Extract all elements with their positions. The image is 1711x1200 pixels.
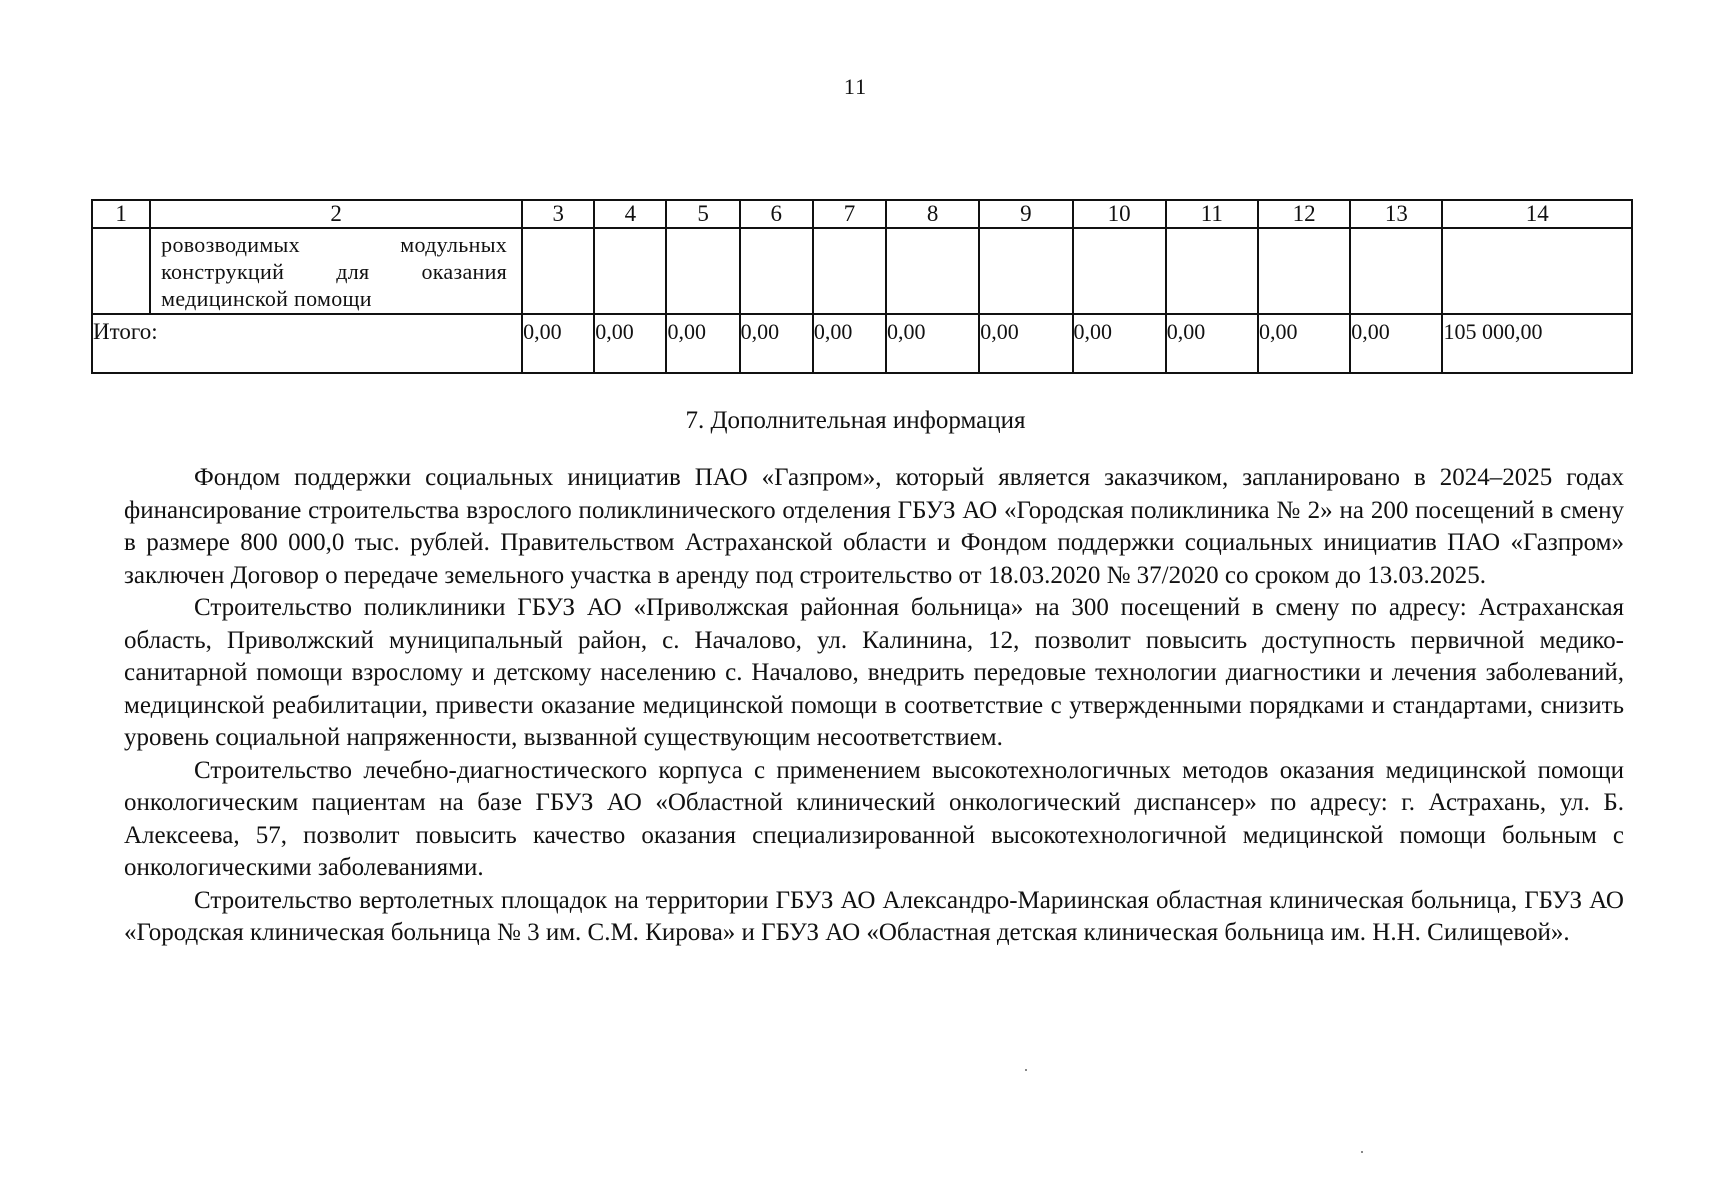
scan-speck	[1361, 1151, 1363, 1153]
paragraph: Строительство поликлиники ГБУЗ АО «Приволжская районная больница» на 300 посещений в смену по адресу: Астраханская область, Приволжский муниципальный район, с. Началово, ул. Калинина, 12, позволит повысить доступность первичной медико-санитарной помощи взрослому и детскому населению с. Началово, внедрить передовые технологии диагностики и лечения заболеваний, медицинской реабилитации, привести оказание медицинской помощи в соответствие с утвержденными порядками и стандартами, снизить уровень социальной напряженности, вызванной существующим несоответствием.	[124, 594, 1624, 751]
total-value: 0,00	[666, 314, 739, 373]
table-row	[92, 228, 1632, 314]
table-cell	[594, 228, 666, 314]
column-number: 3	[522, 200, 594, 228]
column-number: 7	[813, 200, 886, 228]
column-number: 4	[594, 200, 666, 228]
total-value: 0,00	[522, 314, 594, 373]
table-cell	[1258, 228, 1350, 314]
table-cell	[1073, 228, 1166, 314]
total-value: 0,00	[1258, 314, 1350, 373]
table-cell	[150, 228, 522, 314]
table-cell	[979, 228, 1072, 314]
section-body	[124, 462, 1624, 950]
column-number: 6	[740, 200, 813, 228]
column-number: 2	[150, 200, 522, 228]
section-heading: 7. Дополнительная информация	[685, 407, 1026, 434]
column-number: 1	[92, 200, 150, 228]
table-header-row	[92, 200, 1632, 228]
column-number: 12	[1258, 200, 1350, 228]
paragraph: Строительство лечебно-диагностического корпуса с применением высокотехнологичных методов оказания медицинской помощи онкологическим пациентам на базе ГБУЗ АО «Областной клинический онкологический диспансер» по адресу: г. Астрахань, ул. Б. Алексеева, 57, позволит повысить качество оказания специализированной высокотехнологичной медицинской помощи больным с онкологическими заболеваниями.	[124, 756, 1624, 881]
table-cell	[1350, 228, 1442, 314]
total-value: 0,00	[1166, 314, 1258, 373]
column-number: 13	[1350, 200, 1442, 228]
page-number: 11	[843, 74, 868, 99]
column-number: 11	[1166, 200, 1258, 228]
column-number: 10	[1073, 200, 1166, 228]
budget-table	[91, 199, 1633, 374]
scan-speck	[1025, 1069, 1027, 1071]
total-value: 0,00	[979, 314, 1072, 373]
column-number: 9	[979, 200, 1072, 228]
table-cell	[813, 228, 886, 314]
total-value: 0,00	[886, 314, 979, 373]
column-number: 14	[1442, 200, 1632, 228]
total-value: 0,00	[1073, 314, 1166, 373]
table-cell	[666, 228, 739, 314]
paragraph: Фондом поддержки социальных инициатив ПАО «Газпром», который является заказчиком, запланировано в 2024–2025 годах финансирование строительства взрослого поликлинического отделения ГБУЗ АО «Городская поликлиника № 2» на 200 посещений в смену в размере 800 000,0 тыс. рублей. Правительством Астраханской области и Фондом поддержки социальных инициатив ПАО «Газпром» заключен Договор о передаче земельного участка в аренду под строительство от 18.03.2020 № 37/2020 со сроком до 13.03.2025.	[124, 464, 1624, 589]
column-number: 8	[886, 200, 979, 228]
table-cell	[522, 228, 594, 314]
paragraph: Строительство вертолетных площадок на территории ГБУЗ АО Александро-Мариинская областная клиническая больница, ГБУЗ АО «Городская клиническая больница № 3 им. С.М. Кирова» и ГБУЗ АО «Областная детская клиническая больница им. Н.Н. Силищевой».	[124, 886, 1624, 946]
table-cell	[92, 228, 150, 314]
total-value: 105 000,00	[1442, 314, 1632, 373]
total-value: 0,00	[1350, 314, 1442, 373]
table-cell	[1166, 228, 1258, 314]
total-value: 0,00	[740, 314, 813, 373]
column-number: 5	[666, 200, 739, 228]
total-row	[92, 314, 1632, 373]
total-value: 0,00	[594, 314, 666, 373]
row-description: ровозводимых модульных конструкций для оказания медицинской помощи	[161, 232, 508, 311]
total-label: Итого:	[92, 314, 522, 373]
table-cell	[740, 228, 813, 314]
total-value: 0,00	[813, 314, 886, 373]
table-cell	[1442, 228, 1632, 314]
table-cell	[886, 228, 979, 314]
